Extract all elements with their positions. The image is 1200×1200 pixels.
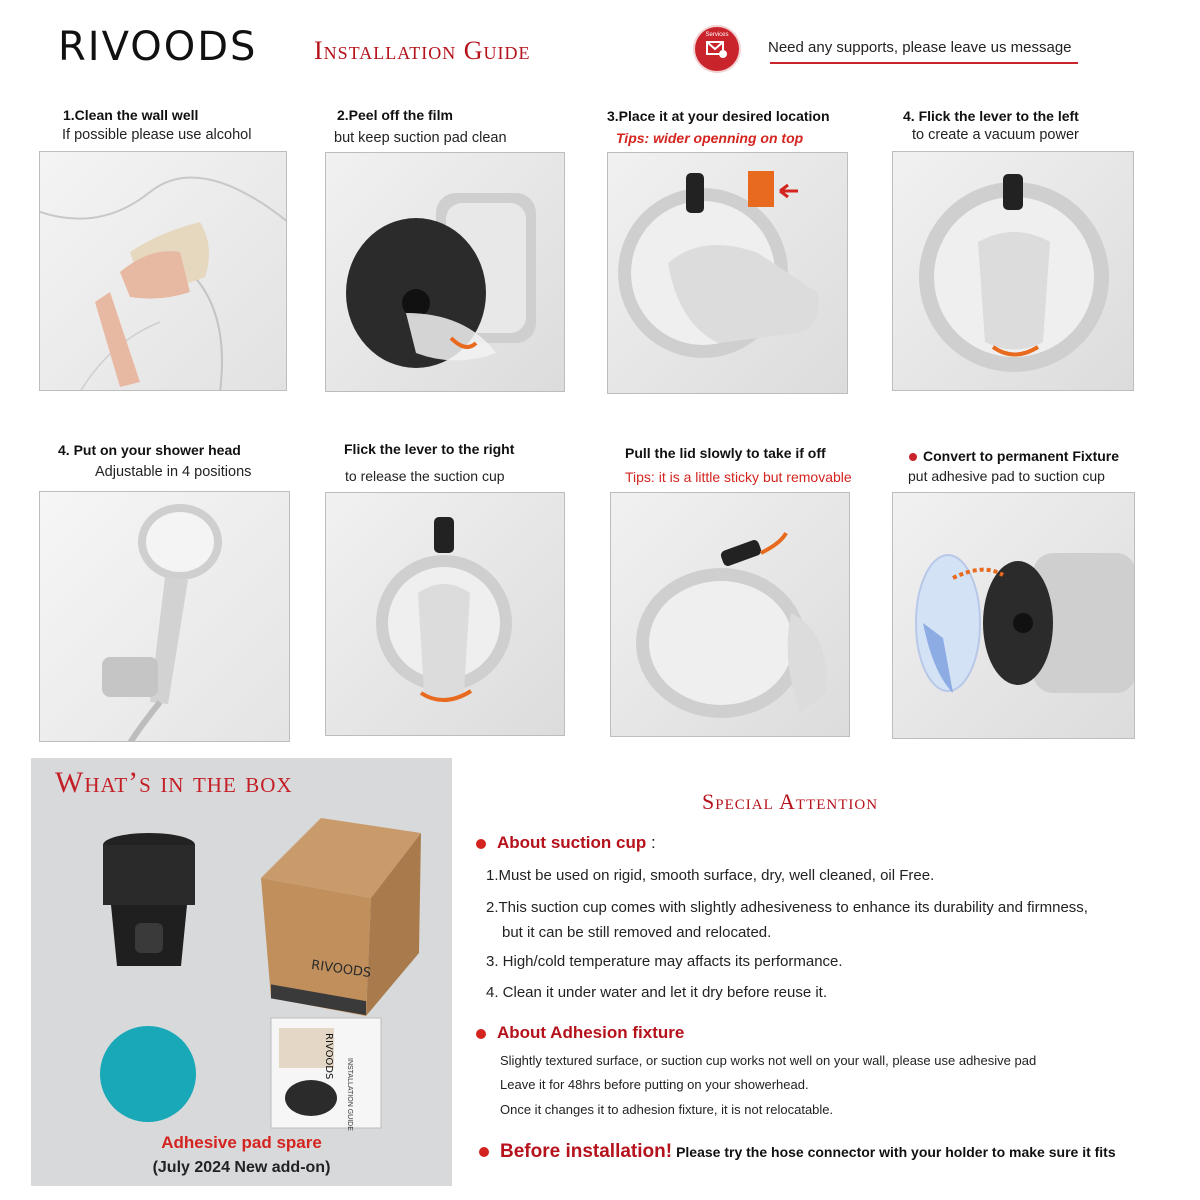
brand-logo: RIVOODS — [58, 24, 258, 70]
step-4-photo — [892, 151, 1134, 391]
step-8-subtitle: put adhesive pad to suction cup — [908, 468, 1105, 484]
step-4-title: 4. Flick the lever to the left — [903, 108, 1079, 124]
step-8-photo — [892, 492, 1135, 739]
installation-guide-title: Installation Guide — [314, 36, 531, 65]
suction-cup-heading-text: About suction cup — [497, 833, 647, 852]
services-label: Services — [705, 32, 729, 38]
suction-cup-heading-colon: : — [646, 833, 656, 852]
step-8-bullet — [909, 453, 917, 461]
booklet-title: INSTALLATION GUIDE — [346, 1058, 353, 1131]
step-5-title: 4. Put on your shower head — [58, 442, 241, 458]
step-6-subtitle: to release the suction cup — [345, 468, 505, 484]
step-7-tip: Tips: it is a little sticky but removable — [625, 469, 852, 485]
step-8-title — [909, 448, 1119, 464]
suction-line-4: 4. Clean it under water and let it dry before reuse it. — [486, 984, 828, 1001]
suction-line-1: 1.Must be used on rigid, smooth surface, dry, well cleaned, oil Free. — [486, 867, 935, 884]
adhesion-line-1: Slightly textured surface, or suction cup works not well on your wall, please use adhesive pad — [500, 1053, 1037, 1068]
suction-line-3: 3. High/cold temperature may affacts its performance. — [486, 953, 843, 970]
step-5-subtitle: Adjustable in 4 positions — [95, 464, 252, 480]
adhesion-line-2: Leave it for 48hrs before putting on your showerhead. — [500, 1077, 809, 1092]
suction-line-2b: but it can be still removed and relocated. — [502, 924, 772, 941]
adhesion-heading-text: About Adhesion fixture — [497, 1023, 685, 1042]
suction-cup-heading — [476, 833, 656, 853]
step-6-title: Flick the lever to the right — [344, 441, 515, 457]
step-3-title: 3.Place it at your desired location — [607, 108, 830, 124]
whats-in-the-box-panel — [31, 758, 452, 1186]
step-1-title: 1.Clean the wall well — [63, 107, 199, 123]
support-message[interactable]: Need any supports, please leave us message — [768, 39, 1072, 56]
step-8-title-text: Convert to permanent Fixture — [923, 448, 1120, 464]
services-mail-icon[interactable] — [695, 27, 739, 71]
adhesion-line-3: Once it changes it to adhesion fixture, it is not relocatable. — [500, 1102, 834, 1117]
step-3-photo — [607, 152, 848, 394]
step-7-photo — [610, 492, 850, 737]
adhesive-pad-caption: Adhesive pad spare — [161, 1133, 322, 1152]
suction-cup-bullet — [476, 839, 486, 849]
step-1-photo — [39, 151, 287, 391]
new-addon-caption: (July 2024 New add-on) — [152, 1159, 331, 1176]
step-4-subtitle: to create a vacuum power — [912, 127, 1079, 143]
step-6-photo — [325, 492, 565, 736]
suction-line-2: 2.This suction cup comes with slightly adhesiveness to enhance its durability and firmness, — [486, 899, 1088, 916]
before-installation-text: Please try the hose connector with your holder to make sure it fits — [676, 1144, 1116, 1160]
box-contents-illustration — [31, 758, 452, 1186]
support-underline — [770, 62, 1078, 64]
box-title: What’s in the box — [55, 766, 293, 799]
step-2-title: 2.Peel off the film — [337, 107, 453, 123]
step-5-photo — [39, 491, 290, 742]
step-7-title: Pull the lid slowly to take if off — [625, 445, 826, 461]
step-3-tip: Tips: wider openning on top — [616, 130, 804, 146]
before-installation-heading-text: Before installation! — [500, 1141, 673, 1162]
before-installation-bullet — [479, 1147, 489, 1157]
adhesion-bullet — [476, 1029, 486, 1039]
step-2-subtitle: but keep suction pad clean — [334, 130, 507, 146]
adhesion-heading — [476, 1023, 684, 1043]
special-attention-title: Special Attention — [702, 789, 879, 814]
before-installation-heading — [479, 1141, 1116, 1163]
booklet-brand: RIVOODS — [323, 1033, 334, 1080]
step-1-subtitle: If possible please use alcohol — [62, 127, 252, 143]
step-2-photo — [325, 152, 565, 392]
box-brand-print: RIVOODS — [310, 957, 373, 982]
